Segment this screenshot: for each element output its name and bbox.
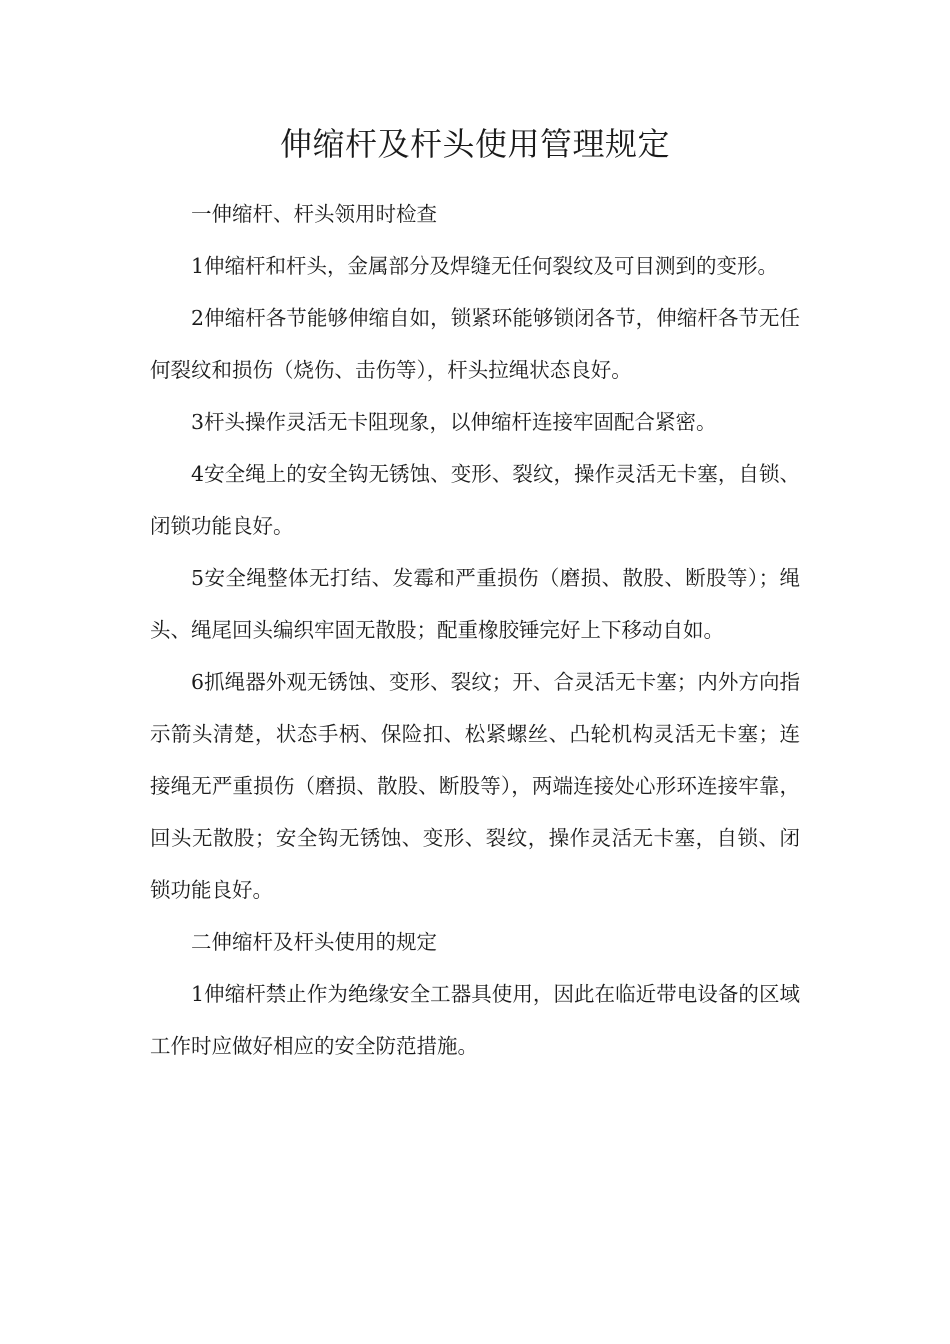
paragraph-item-6: 6抓绳器外观无锈蚀、变形、裂纹；开、合灵活无卡塞；内外方向指示箭头清楚，状态手柄、保险扣、松紧螺丝、凸轮机构灵活无卡塞；连接绳无严重损伤（磨损、散股、断股等），两端连接处心形环连接牢靠，回头无散股；安全钩无锈蚀、变形、裂纹，操作灵活无卡塞，自锁、闭锁功能良好。	[150, 670, 800, 902]
paragraph-item-3: 3杆头操作灵活无卡阻现象，以伸缩杆连接牢固配合紧密。	[191, 410, 717, 434]
section-heading-inspection: 一伸缩杆、杆头领用时检查	[191, 202, 437, 226]
document-body	[150, 188, 800, 1072]
paragraph-item-4: 4安全绳上的安全钩无锈蚀、变形、裂纹，操作灵活无卡塞，自锁、闭锁功能良好。	[150, 462, 800, 538]
paragraph-item-5: 5安全绳整体无打结、发霉和严重损伤（磨损、散股、断股等）；绳头、绳尾回头编织牢固无散股；配重橡胶锤完好上下移动自如。	[150, 566, 800, 642]
section-heading-usage: 二伸缩杆及杆头使用的规定	[191, 930, 437, 954]
paragraph-item-1: 1伸缩杆和杆头，金属部分及焊缝无任何裂纹及可目测到的变形。	[191, 254, 779, 278]
paragraph-usage-item-1: 1伸缩杆禁止作为绝缘安全工器具使用，因此在临近带电设备的区域工作时应做好相应的安全防范措施。	[150, 982, 800, 1058]
document-title: 伸缩杆及杆头使用管理规定	[279, 125, 670, 163]
paragraph-item-2: 2伸缩杆各节能够伸缩自如，锁紧环能够锁闭各节，伸缩杆各节无任何裂纹和损伤（烧伤、击伤等），杆头拉绳状态良好。	[150, 306, 800, 382]
